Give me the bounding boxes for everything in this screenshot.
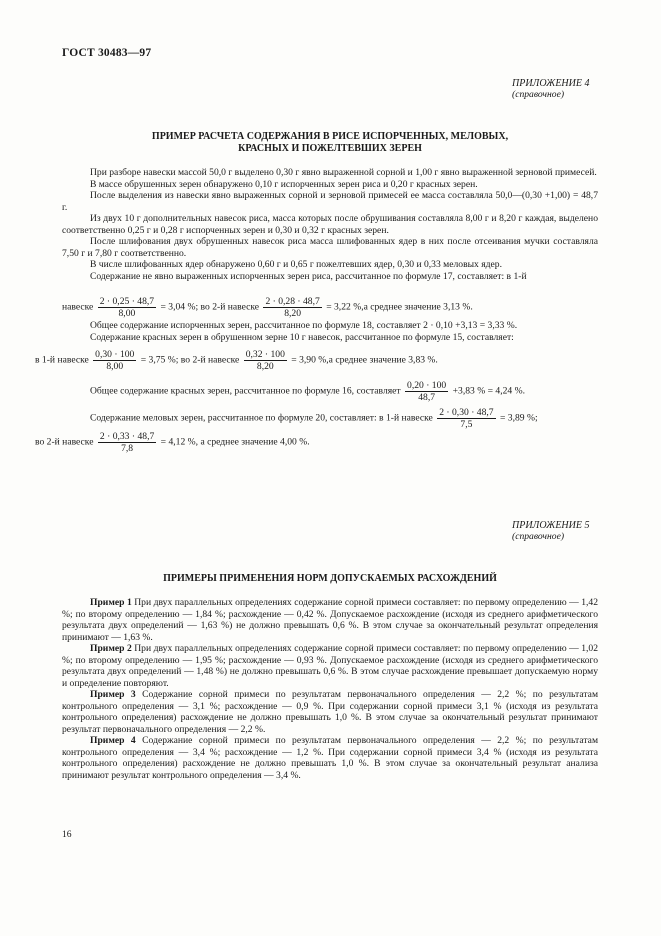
paragraph: После выделения из навески явно выраженных сорной и зерновой примесей ее масса составляла 50,0—(0,30 +1,00) = 48,7 г. (62, 190, 598, 213)
fraction (437, 407, 495, 430)
fraction (93, 349, 136, 372)
numerator: 2 · 0,33 · 48,7 (99, 431, 155, 442)
example-text: Содержание сорной примеси по результатам первоначального определения — 2,2 %; по результатам контрольного определения — 3,1 %; расхождение — 0,9 %. При содержании сорной примеси 3,1 % (исходя из результата контрольного определения) расхождение не должно превышать 1,0 %. В этом случае за окончательный результат принимают результат первоначального определения — 2,2 %. (62, 689, 599, 735)
formula-1 (62, 296, 473, 319)
numerator: 2 · 0,30 · 48,7 (439, 407, 494, 418)
formula-4 (90, 407, 538, 430)
numerator: 0,30 · 100 (95, 349, 135, 360)
numerator: 0,32 · 100 (245, 349, 285, 360)
appendix-4-heading (512, 78, 590, 100)
example-1 (62, 597, 598, 643)
paragraph: После шлифования двух обрушенных навесок риса масса шлифованных ядер в них после отсеивания мучки составляла 7,50 г и 7,80 г соответственно. (62, 236, 598, 259)
fraction (98, 296, 156, 319)
section-1-body (62, 167, 598, 282)
section-1-title-line1: ПРИМЕР РАСЧЕТА СОДЕРЖАНИЯ В РИСЕ ИСПОРЧЕННЫХ, МЕЛОВЫХ, (151, 131, 509, 142)
appendix-5-heading (512, 520, 590, 542)
denominator: 7,5 (460, 419, 473, 430)
formula-text: во 2-й навеске (35, 436, 94, 448)
example-3 (62, 689, 598, 735)
section-2-body (62, 597, 598, 781)
appendix-4-note: (справочное) (512, 89, 565, 100)
fraction (263, 296, 321, 319)
example-label: Пример 4 (90, 735, 136, 746)
denominator: 7,8 (121, 443, 134, 454)
denominator: 8,00 (106, 361, 124, 372)
appendix-4-title: ПРИЛОЖЕНИЕ 4 (512, 78, 590, 89)
formula-text: в 1-й навеске (35, 354, 89, 366)
formula-5 (35, 431, 310, 454)
numerator: 2 · 0,25 · 48,7 (99, 296, 155, 307)
formula-text: = 4,12 %, а среднее значение 4,00 %. (160, 436, 310, 448)
formula-3 (90, 380, 525, 403)
example-label: Пример 3 (90, 689, 136, 700)
section-1-title-line2: КРАСНЫХ И ПОЖЕЛТЕВШИХ ЗЕРЕН (238, 143, 422, 154)
formula-text: = 3,89 %; (499, 412, 538, 424)
section-1-body-2 (62, 320, 598, 343)
numerator: 2 · 0,28 · 48,7 (265, 296, 320, 307)
formula-text: = 3,22 %,а среднее значение 3,13 %. (326, 301, 473, 313)
denominator: 8,20 (284, 308, 302, 319)
paragraph: Содержание красных зерен в обрушенном зерне 10 г навесок, рассчитанное по формуле 15, составляет: (90, 331, 514, 343)
paragraph: При разборе навески массой 50,0 г выделено 0,30 г явно выраженной сорной и 1,00 г явно выраженной зерновой примесей. (90, 167, 597, 178)
example-label: Пример 1 (90, 597, 132, 608)
section-1-title (60, 131, 600, 155)
formula-text: +3,83 % = 4,24 %. (452, 385, 525, 397)
document-header: ГОСТ 30483—97 (62, 47, 152, 59)
formula-text: Общее содержание красных зерен, рассчитанное по формуле 16, составляет (90, 385, 401, 397)
fraction (98, 431, 156, 454)
paragraph: В числе шлифованных ядер обнаружено 0,60 г и 0,65 г пожелтевших ядер, 0,30 и 0,33 меловых ядер. (90, 259, 502, 270)
numerator: 0,20 · 100 (407, 380, 447, 391)
fraction (405, 380, 448, 403)
page-number: 16 (62, 829, 72, 840)
denominator: 48,7 (418, 392, 436, 403)
formula-text: = 3,04 %; во 2-й навеске (160, 301, 260, 313)
fraction (244, 349, 287, 372)
example-2 (62, 643, 598, 689)
example-text: При двух параллельных определениях содержание сорной примеси составляет: по первому определению — 1,02 %; по второму определению — 1,95 %; расхождение — 0,93 %. Допускаемое расхождение (исходя из среднего арифметического результата двух определений — 1,48 %) не должно превышать 0,6 %. В этом случае расхождение превышает допускаемую норму и определение повторяют. (62, 643, 598, 689)
formula-text: Содержание меловых зерен, рассчитанное по формуле 20, составляет: в 1-й навеске (90, 412, 433, 424)
example-4 (62, 735, 598, 781)
denominator: 8,00 (118, 308, 136, 319)
paragraph: Общее содержание испорченных зерен, рассчитанное по формуле 18, составляет 2 · 0,10 +3,13 = 3,33 %. (90, 320, 518, 331)
appendix-5-note: (справочное) (512, 531, 565, 542)
paragraph: В массе обрушенных зерен обнаружено 0,10 г испорченных зерен риса и 0,20 г красных зерен. (90, 178, 478, 190)
denominator: 8,20 (256, 361, 274, 372)
example-text: Содержание сорной примеси по результатам первоначального определения — 2,2 %; по результатам контрольного определения — 3,4 %; расхождение — 1,2 %. При содержании сорной примеси 3,4 % (исходя из результата контрольного определения) расхождение не должно превышать 1,0 %. В этом случае за окончательный результат анализа принимают результат контрольного определения — 3,4 %. (62, 735, 599, 781)
formula-text: навеске (62, 301, 94, 313)
formula-text: = 3,90 %,а среднее значение 3,83 %. (291, 354, 438, 366)
section-2-title: ПРИМЕРЫ ПРИМЕНЕНИЯ НОРМ ДОПУСКАЕМЫХ РАСХОЖДЕНИЙ (163, 573, 497, 584)
example-label: Пример 2 (90, 643, 132, 654)
formula-text: = 3,75 %; во 2-й навеске (140, 354, 240, 366)
example-text: При двух параллельных определениях содержание сорной примеси составляет: по первому определению — 1,42 %; по второму определению — 1,84 %; расхождение — 0,42 %. Допускаемое расхождение (исходя из среднего арифметического результата двух определений — 1,63 %) не должно превышать 0,6 %. В этом случае за окончательный результат определения принимают — 1,63 %. (62, 597, 598, 643)
paragraph: Содержание не явно выраженных испорченных зерен риса, рассчитанное по формуле 17, составляет: в 1-й (90, 270, 527, 282)
formula-2 (35, 349, 438, 372)
appendix-5-title: ПРИЛОЖЕНИЕ 5 (512, 520, 590, 531)
paragraph: Из двух 10 г дополнительных навесок риса, масса которых после обрушивания составляла 8,00 г и 8,20 г каждая, выделено соответственно 0,25 г и 0,28 г испорченных зерен и 0,30 и 0,32 г красных зерен. (62, 213, 598, 236)
